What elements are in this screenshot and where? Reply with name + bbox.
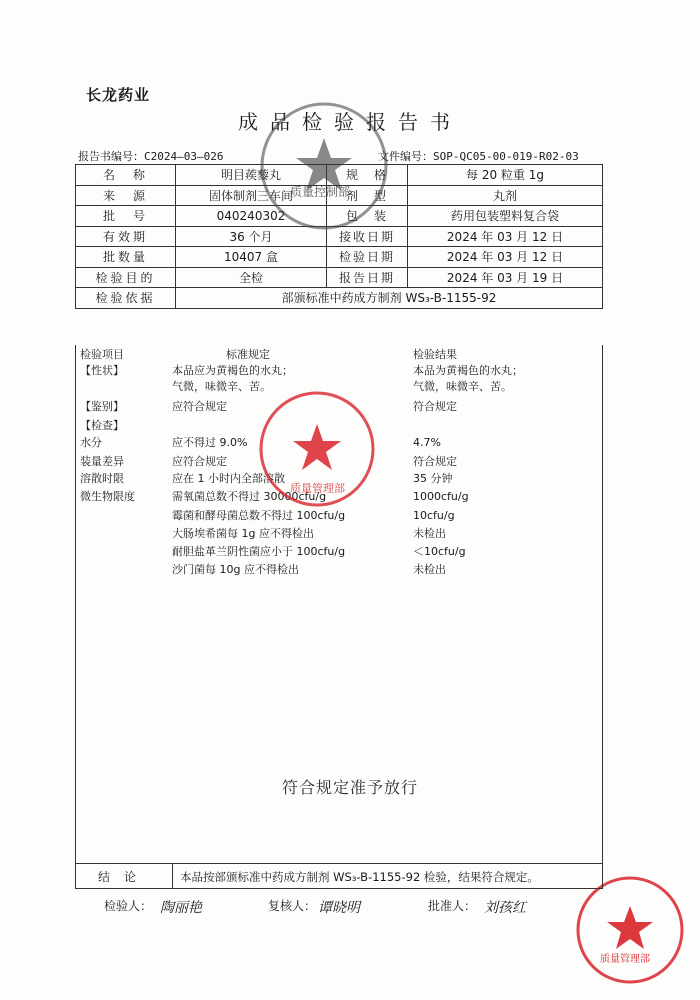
result-result: 符合规定 [413,400,457,413]
result-standard: 需氧菌总数不得过 30000cfu/g [172,490,327,503]
distributor-seal [572,872,688,988]
result-standard: 沙门菌每 10g 应不得检出 [172,563,299,576]
result-standard: 大肠埃希菌每 1g 应不得检出 [172,527,314,540]
result-result: 符合规定 [413,455,457,468]
info-row: 来 源 固体制剂三车间 剂 型 丸剂 [76,185,603,206]
inspector-label: 检验人： [104,899,153,913]
basis-row [76,288,603,309]
approver-label: 批准人： [428,899,477,913]
result-result: 气微，味微辛、苦。 [413,380,512,393]
result-result: 4.7% [413,436,441,449]
result-standard: 耐胆盐革兰阴性菌应小于 100cfu/g [172,545,346,558]
basis-value: 部颁标准中药成方制剂 WS₃-B-1155-92 [176,288,603,309]
quality-control-seal [254,96,394,236]
result-item: 溶散时限 [80,472,124,485]
reviewer-signature: 谭晓明 [318,900,360,916]
seal-top-text: 质量控制部 [290,185,351,199]
basis-label: 检验依据 [76,288,176,309]
col-header-standard: 标准规定 [226,348,270,361]
result-standard: 应在 1 小时内全部溶散 [172,472,285,485]
info-row: 批 号 040240302 包 装 药用包装塑料复合袋 [76,206,603,227]
result-result: 未检出 [413,563,446,576]
seal-middle-text: 质量管理部 [290,482,345,495]
result-item: 【性状】 [80,364,124,377]
result-standard: 气微，味微辛、苦。 [172,380,271,393]
result-standard: 霉菌和酵母菌总数不得过 100cfu/g [172,509,346,522]
info-row: 名 称 明目蒺藜丸 规 格 每 20 粒重 1g [76,165,603,186]
page-title: 成品检验报告书 [238,110,462,134]
result-item: 【检查】 [80,419,124,432]
result-standard: 应符合规定 [172,455,227,468]
col-header-result: 检验结果 [413,348,457,361]
result-item: 微生物限度 [80,490,135,503]
info-row: 检验目的 全检 报告日期 2024 年 03 月 19 日 [76,267,603,288]
info-row: 批数量 10407 盒 检验日期 2024 年 03 月 12 日 [76,247,603,268]
brand-name: 长龙药业 [86,86,151,104]
result-result: 1000cfu/g [413,490,469,503]
inspector-signature: 陶丽艳 [160,900,202,916]
result-standard: 应符合规定 [172,400,227,413]
seal-bottom-text: 质量管理部 [600,954,650,965]
result-result: 未检出 [413,527,446,540]
result-result: 35 分钟 [413,472,453,485]
result-item: 【鉴别】 [80,400,124,413]
report-number: 报告书编号：C2024—03—026 [78,150,224,163]
conclusion-label: 结论 [97,870,150,884]
result-result: ＜10cfu/g [413,545,466,558]
approver-signature: 刘孩红 [484,900,526,916]
conclusion-text: 本品按部颁标准中药成方制剂 WS₃-B-1155-92 检验，结果符合规定。 [180,870,539,884]
result-item: 装量差异 [80,455,124,468]
result-standard: 本品应为黄褐色的水丸； [172,364,293,377]
result-result: 10cfu/g [413,509,455,522]
reviewer-label: 复核人： [268,899,317,913]
conclusion-row [75,863,603,889]
col-header-item: 检验项目 [80,348,124,361]
result-standard: 应不得过 9.0% [172,436,248,449]
info-row: 有效期 36 个月 接收日期 2024 年 03 月 12 日 [76,226,603,247]
release-stamp: 符合规定准予放行 [281,778,418,797]
file-number: 文件编号：SOP-QC05-00-019-R02-03 [378,150,579,163]
result-result: 本品为黄褐色的水丸； [413,364,523,377]
result-item: 水分 [80,436,102,449]
